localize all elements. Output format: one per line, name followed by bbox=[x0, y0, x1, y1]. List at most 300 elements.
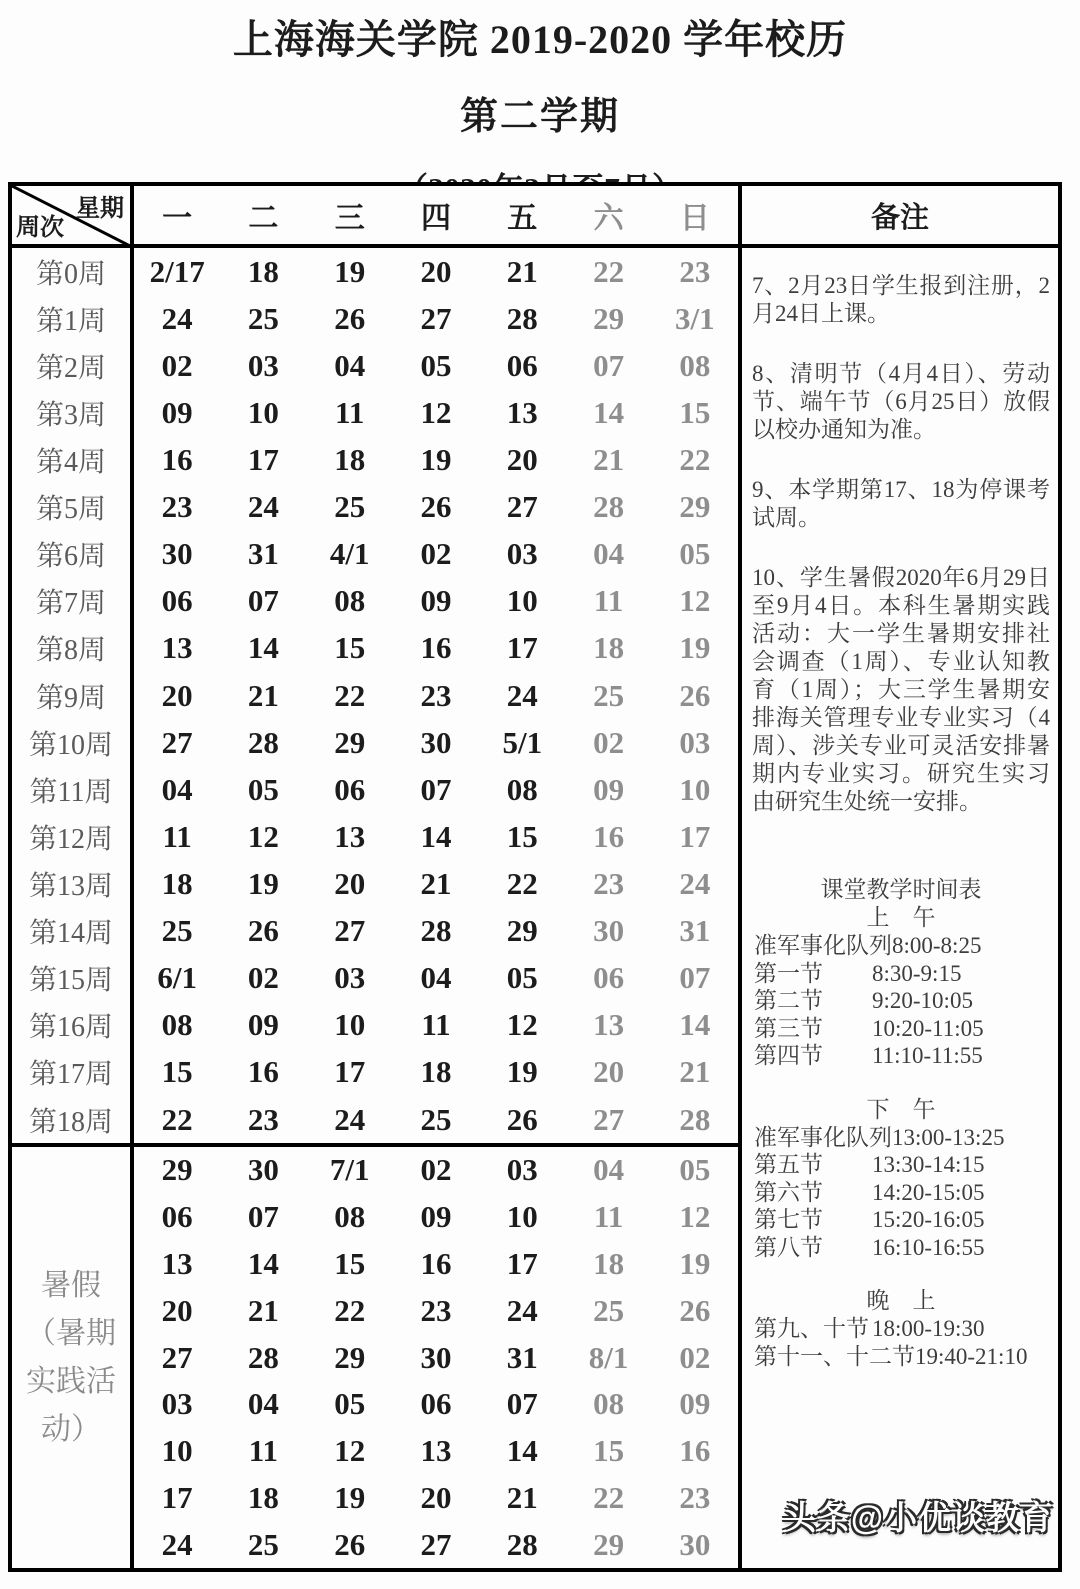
date-cell: 19 bbox=[334, 253, 366, 289]
date-cell: 19 bbox=[420, 441, 452, 477]
schedule-period-time: 10:20-11:05 bbox=[872, 1015, 984, 1041]
schedule-row bbox=[752, 1015, 1050, 1043]
date-cell: 14 bbox=[679, 1007, 711, 1043]
date-cell: 12 bbox=[506, 1007, 538, 1043]
date-cell: 27 bbox=[593, 1101, 625, 1137]
week-label: 第12周 bbox=[28, 823, 113, 855]
date-cell: 07 bbox=[679, 960, 711, 996]
week-label: 第11周 bbox=[29, 776, 113, 808]
semester-dates-grid bbox=[134, 248, 738, 1143]
schedule-period-label: 第三节 bbox=[754, 1015, 823, 1041]
date-cell: 11 bbox=[162, 818, 192, 854]
date-cell: 7/1 bbox=[329, 1152, 370, 1188]
date-cell: 20 bbox=[334, 865, 366, 901]
date-cell: 06 bbox=[161, 1199, 193, 1235]
date-cell: 26 bbox=[506, 1101, 538, 1137]
date-cell: 20 bbox=[593, 1054, 625, 1090]
date-cell: 12 bbox=[334, 1433, 366, 1469]
weekday-header-2: 二 bbox=[248, 202, 279, 235]
summer-dates-row bbox=[134, 1194, 738, 1241]
date-cell: 05 bbox=[247, 771, 279, 807]
week-dates-row bbox=[134, 908, 738, 955]
schedule-section-name: 晚 上 bbox=[866, 1288, 936, 1313]
schedule-period-label: 第六节 bbox=[754, 1179, 823, 1205]
date-cell: 23 bbox=[247, 1101, 279, 1137]
date-cell: 07 bbox=[506, 1386, 538, 1422]
date-cell: 18 bbox=[161, 865, 193, 901]
week-label: 第6周 bbox=[35, 541, 106, 573]
week-dates-row bbox=[134, 813, 738, 860]
note-paragraph: 8、清明节（4月4日）、劳动节、端午节（6月25日）放假以校办通知为准。 bbox=[752, 361, 1050, 442]
date-cell: 31 bbox=[247, 536, 279, 572]
date-cell: 26 bbox=[420, 489, 452, 525]
schedule-row bbox=[752, 1315, 1050, 1343]
date-cell: 30 bbox=[247, 1152, 279, 1188]
date-cell: 30 bbox=[679, 1526, 711, 1562]
date-cell: 11 bbox=[248, 1433, 279, 1469]
date-cell: 07 bbox=[247, 583, 279, 619]
date-cell: 09 bbox=[161, 394, 193, 430]
schedule-period-label: 第九、十节 bbox=[754, 1316, 869, 1341]
date-cell: 24 bbox=[334, 1101, 366, 1137]
corner-label-weekday: 星期 bbox=[76, 196, 124, 222]
date-cell: 20 bbox=[420, 1479, 452, 1515]
date-cell: 23 bbox=[593, 865, 625, 901]
date-cell: 22 bbox=[506, 865, 538, 901]
week-label: 第8周 bbox=[35, 635, 106, 667]
date-cell: 06 bbox=[593, 960, 625, 996]
summer-dates-row bbox=[134, 1334, 738, 1381]
date-cell: 09 bbox=[679, 1386, 711, 1422]
date-cell: 09 bbox=[247, 1007, 279, 1043]
date-cell: 13 bbox=[506, 394, 538, 430]
date-cell: 08 bbox=[506, 771, 538, 807]
date-cell: 25 bbox=[247, 300, 279, 336]
summer-label-line: （暑期 bbox=[26, 1316, 116, 1350]
schedule-period-time: 9:20-10:05 bbox=[872, 988, 973, 1013]
date-cell: 27 bbox=[334, 913, 366, 949]
date-cell: 08 bbox=[334, 583, 366, 619]
date-cell: 30 bbox=[161, 536, 193, 572]
date-cell: 08 bbox=[161, 1007, 193, 1043]
date-cell: 05 bbox=[679, 536, 711, 572]
schedule-period-label: 第一节 bbox=[754, 960, 823, 986]
date-cell: 09 bbox=[593, 771, 625, 807]
corner-header-cell bbox=[12, 186, 130, 248]
date-cell: 18 bbox=[420, 1054, 452, 1090]
date-cell: 19 bbox=[334, 1479, 366, 1515]
summer-vacation-label bbox=[26, 1262, 116, 1454]
date-cell: 10 bbox=[506, 1199, 538, 1235]
date-cell: 6/1 bbox=[157, 960, 197, 996]
schedule-period-time: 13:30-14:15 bbox=[872, 1152, 985, 1177]
week-label: 第17周 bbox=[28, 1059, 113, 1091]
date-cell: 23 bbox=[161, 489, 193, 525]
date-cell: 12 bbox=[420, 394, 452, 430]
weekday-header-row bbox=[134, 186, 738, 248]
date-cell: 29 bbox=[593, 300, 625, 336]
date-cell: 26 bbox=[334, 1526, 366, 1562]
week-dates-row bbox=[134, 860, 738, 907]
summer-label-line: 实践活 bbox=[26, 1364, 116, 1398]
notes-header: 备注 bbox=[742, 186, 1058, 248]
date-cell: 09 bbox=[420, 1199, 452, 1235]
week-label: 第4周 bbox=[35, 446, 106, 478]
date-cell: 03 bbox=[679, 724, 711, 760]
date-cell: 14 bbox=[506, 1433, 538, 1469]
date-cell: 26 bbox=[679, 1292, 711, 1328]
week-label: 第1周 bbox=[35, 305, 106, 337]
date-cell: 11 bbox=[421, 1007, 451, 1043]
week-label: 第16周 bbox=[28, 1012, 113, 1044]
date-cell: 31 bbox=[679, 913, 711, 949]
date-cell: 24 bbox=[161, 300, 193, 336]
date-cell: 13 bbox=[420, 1433, 452, 1469]
weekday-header-4: 四 bbox=[420, 202, 451, 235]
schedule-row bbox=[752, 1343, 1050, 1371]
date-cell: 17 bbox=[247, 441, 279, 477]
date-cell: 21 bbox=[679, 1054, 711, 1090]
weekday-header-1: 一 bbox=[162, 202, 193, 235]
date-cell: 20 bbox=[506, 441, 538, 477]
date-cell: 02 bbox=[420, 536, 452, 572]
date-cell: 25 bbox=[420, 1101, 452, 1137]
date-cell: 04 bbox=[334, 347, 366, 383]
date-cell: 30 bbox=[420, 1339, 452, 1375]
date-cell: 04 bbox=[593, 1152, 625, 1188]
date-cell: 18 bbox=[593, 630, 625, 666]
week-dates-row bbox=[134, 389, 738, 436]
schedule-period-time: 14:20-15:05 bbox=[872, 1179, 985, 1205]
summer-dates-row bbox=[134, 1147, 738, 1194]
date-cell: 06 bbox=[420, 1386, 452, 1422]
class-schedule-sections bbox=[752, 904, 1050, 1370]
date-cell: 08 bbox=[679, 347, 711, 383]
date-cell: 16 bbox=[161, 441, 193, 477]
weekday-header-7: 日 bbox=[679, 202, 710, 235]
date-cell: 29 bbox=[334, 1339, 366, 1375]
week-dates-row bbox=[134, 578, 738, 625]
week-label: 第3周 bbox=[35, 399, 106, 431]
weekday-header-5: 五 bbox=[507, 202, 538, 235]
date-cell: 21 bbox=[506, 1479, 538, 1515]
date-cell: 10 bbox=[506, 583, 538, 619]
schedule-row bbox=[752, 932, 1050, 960]
date-cell: 12 bbox=[247, 818, 279, 854]
date-cell: 06 bbox=[161, 583, 193, 619]
date-cell: 14 bbox=[420, 818, 452, 854]
date-cell: 25 bbox=[334, 489, 366, 525]
date-cell: 19 bbox=[506, 1054, 538, 1090]
week-label: 第7周 bbox=[35, 588, 106, 620]
date-cell: 05 bbox=[334, 1386, 366, 1422]
schedule-period-label: 第八节 bbox=[754, 1234, 823, 1260]
week-label: 第9周 bbox=[35, 682, 106, 714]
date-cell: 07 bbox=[247, 1199, 279, 1235]
date-cell: 10 bbox=[247, 394, 279, 430]
schedule-period-label: 第七节 bbox=[754, 1207, 823, 1232]
week-number-column bbox=[12, 186, 134, 1568]
date-cell: 27 bbox=[161, 724, 193, 760]
date-cell: 30 bbox=[420, 724, 452, 760]
date-cell: 27 bbox=[506, 489, 538, 525]
semester-title: 第二学期 bbox=[459, 96, 620, 138]
date-cell: 15 bbox=[334, 630, 366, 666]
date-cell: 16 bbox=[593, 818, 625, 854]
date-cell: 11 bbox=[335, 394, 365, 430]
date-cell: 27 bbox=[420, 300, 452, 336]
schedule-section-name: 下 午 bbox=[866, 1096, 936, 1122]
date-cell: 23 bbox=[679, 253, 711, 289]
schedule-period-label: 第二节 bbox=[754, 988, 823, 1013]
notes-column bbox=[742, 186, 1058, 1568]
date-cell: 02 bbox=[161, 347, 193, 383]
date-cell: 21 bbox=[506, 253, 538, 289]
date-cell: 25 bbox=[593, 677, 625, 713]
date-cell: 21 bbox=[593, 441, 625, 477]
date-cell: 03 bbox=[161, 1386, 193, 1422]
date-cell: 04 bbox=[420, 960, 452, 996]
date-cell: 24 bbox=[506, 1292, 538, 1328]
date-cell: 23 bbox=[679, 1479, 711, 1515]
schedule-period-time: 8:30-9:15 bbox=[872, 960, 962, 986]
date-cell: 29 bbox=[161, 1152, 193, 1188]
note-paragraph: 10、学生暑假2020年6月29日至9月4日。本科生暑期实践活动：大一学生暑期安排社会调查（1周）、专业认知教育（1周）；大三学生暑期安排海关管理专业专业实习（4周）、涉关专业可灵活安排暑期内专业实习。研究生实习由研究生处统一安排。 bbox=[752, 565, 1050, 814]
schedule-row bbox=[752, 1042, 1050, 1070]
date-cell: 15 bbox=[334, 1245, 366, 1281]
date-cell: 03 bbox=[247, 347, 279, 383]
date-cell: 05 bbox=[679, 1152, 711, 1188]
date-cell: 17 bbox=[506, 630, 538, 666]
date-cell: 8/1 bbox=[588, 1339, 629, 1375]
week-label: 第10周 bbox=[28, 729, 113, 761]
schedule-row bbox=[752, 1124, 1050, 1152]
date-cell: 17 bbox=[679, 818, 711, 854]
date-cell: 10 bbox=[161, 1433, 193, 1469]
schedule-section-name: 上 午 bbox=[866, 905, 936, 930]
date-cell: 04 bbox=[593, 536, 625, 572]
date-cell: 29 bbox=[679, 489, 711, 525]
summer-dates-row bbox=[134, 1428, 738, 1475]
date-cell: 10 bbox=[679, 771, 711, 807]
summer-label-line: 暑假 bbox=[41, 1268, 101, 1302]
note-paragraph: 7、2月23日学生报到注册，2月24日上课。 bbox=[752, 273, 1050, 326]
weekday-header-3: 三 bbox=[334, 202, 365, 235]
date-cell: 15 bbox=[593, 1433, 625, 1469]
date-cell: 19 bbox=[247, 865, 279, 901]
week-dates-row bbox=[134, 1096, 738, 1143]
date-cell: 19 bbox=[679, 1245, 711, 1281]
date-cell: 15 bbox=[161, 1054, 193, 1090]
date-cell: 02 bbox=[420, 1152, 452, 1188]
date-cell: 13 bbox=[334, 818, 366, 854]
date-cell: 08 bbox=[334, 1199, 366, 1235]
week-dates-row bbox=[134, 1002, 738, 1049]
date-cell: 21 bbox=[420, 865, 452, 901]
date-cell: 25 bbox=[161, 913, 193, 949]
schedule-period-label: 第五节 bbox=[754, 1152, 823, 1177]
week-dates-row bbox=[134, 955, 738, 1002]
date-cell: 03 bbox=[506, 1152, 538, 1188]
week-dates-row bbox=[134, 436, 738, 483]
date-cell: 22 bbox=[593, 253, 625, 289]
date-cell: 28 bbox=[679, 1101, 711, 1137]
schedule-row bbox=[752, 1179, 1050, 1207]
date-cell: 22 bbox=[679, 441, 711, 477]
date-cell: 22 bbox=[593, 1479, 625, 1515]
summer-vacation-label-cell bbox=[12, 1143, 130, 1568]
date-cell: 14 bbox=[247, 1245, 279, 1281]
date-cell: 28 bbox=[247, 724, 279, 760]
date-cell: 11 bbox=[593, 1199, 624, 1235]
date-cell: 25 bbox=[247, 1526, 279, 1562]
schedule-period-label: 准军事化队列 bbox=[754, 1124, 892, 1150]
week-dates-row bbox=[134, 1049, 738, 1096]
date-cell: 14 bbox=[247, 630, 279, 666]
week-label: 第13周 bbox=[28, 870, 113, 902]
date-cell: 21 bbox=[247, 1292, 279, 1328]
date-cell: 30 bbox=[593, 913, 625, 949]
date-cell: 19 bbox=[679, 630, 711, 666]
date-cell: 17 bbox=[161, 1479, 193, 1515]
summer-dates-row bbox=[134, 1474, 738, 1521]
week-dates-row bbox=[134, 342, 738, 389]
date-cell: 16 bbox=[679, 1433, 711, 1469]
date-cell: 21 bbox=[247, 677, 279, 713]
schedule-row bbox=[752, 1234, 1050, 1262]
date-cell: 03 bbox=[506, 536, 538, 572]
date-cell: 28 bbox=[506, 300, 538, 336]
week-labels-list bbox=[12, 248, 130, 1143]
date-cell: 15 bbox=[679, 394, 711, 430]
date-cell: 29 bbox=[506, 913, 538, 949]
dates-column bbox=[134, 186, 742, 1568]
class-schedule bbox=[752, 876, 1050, 1370]
schedule-period-time: 11:10-11:55 bbox=[872, 1043, 983, 1068]
date-cell: 16 bbox=[420, 630, 452, 666]
date-cell: 07 bbox=[593, 347, 625, 383]
date-cell: 5/1 bbox=[502, 724, 543, 760]
date-cell: 22 bbox=[161, 1101, 193, 1137]
date-cell: 08 bbox=[593, 1386, 625, 1422]
date-cell: 13 bbox=[161, 1245, 193, 1281]
date-cell: 26 bbox=[334, 300, 366, 336]
week-dates-row bbox=[134, 295, 738, 342]
date-cell: 24 bbox=[506, 677, 538, 713]
date-cell: 18 bbox=[247, 1479, 279, 1515]
date-cell: 02 bbox=[247, 960, 279, 996]
schedule-row bbox=[752, 987, 1050, 1015]
date-cell: 02 bbox=[679, 1339, 711, 1375]
date-cell: 28 bbox=[247, 1339, 279, 1375]
date-cell: 28 bbox=[506, 1526, 538, 1562]
date-cell: 13 bbox=[593, 1007, 625, 1043]
week-label: 第0周 bbox=[35, 258, 106, 290]
date-cell: 11 bbox=[593, 583, 624, 619]
watermark: 头条@小优谈教育 bbox=[782, 1499, 1054, 1536]
schedule-row bbox=[752, 1206, 1050, 1234]
date-cell: 04 bbox=[161, 771, 193, 807]
schedule-period-time: 15:20-16:05 bbox=[872, 1207, 985, 1232]
date-cell: 18 bbox=[593, 1245, 625, 1281]
date-cell: 06 bbox=[506, 347, 538, 383]
date-cell: 23 bbox=[420, 677, 452, 713]
date-cell: 07 bbox=[420, 771, 452, 807]
date-cell: 06 bbox=[334, 771, 366, 807]
date-cell: 05 bbox=[506, 960, 538, 996]
date-cell: 17 bbox=[506, 1245, 538, 1281]
date-cell: 31 bbox=[506, 1339, 538, 1375]
date-cell: 14 bbox=[593, 394, 625, 430]
date-cell: 24 bbox=[679, 865, 711, 901]
date-cell: 05 bbox=[420, 347, 452, 383]
date-cell: 03 bbox=[334, 960, 366, 996]
date-cell: 18 bbox=[334, 441, 366, 477]
schedule-period-time: 19:40-21:10 bbox=[915, 1343, 1028, 1369]
week-dates-row bbox=[134, 766, 738, 813]
date-cell: 16 bbox=[420, 1245, 452, 1281]
weekday-header-6: 六 bbox=[593, 202, 624, 235]
schedule-row bbox=[752, 1151, 1050, 1179]
week-label: 第5周 bbox=[35, 494, 106, 526]
date-cell: 26 bbox=[247, 913, 279, 949]
date-cell: 13 bbox=[161, 630, 193, 666]
date-cell: 12 bbox=[679, 583, 711, 619]
date-cell: 27 bbox=[161, 1339, 193, 1375]
summer-label-line: 动） bbox=[41, 1412, 101, 1446]
class-schedule-title: 课堂教学时间表 bbox=[820, 877, 982, 902]
week-dates-row bbox=[134, 719, 738, 766]
schedule-period-label: 第十一、十二节 bbox=[754, 1343, 915, 1369]
week-label: 第18周 bbox=[28, 1106, 113, 1138]
page-title: 上海海关学院 2019-2020 学年校历 bbox=[232, 17, 848, 62]
schedule-period-time: 16:10-16:55 bbox=[872, 1234, 985, 1260]
note-paragraph: 9、本学期第17、18为停课考试周。 bbox=[752, 477, 1050, 530]
date-cell: 22 bbox=[334, 1292, 366, 1328]
date-cell: 02 bbox=[593, 724, 625, 760]
date-cell: 27 bbox=[420, 1526, 452, 1562]
schedule-period-time: 18:00-19:30 bbox=[872, 1316, 985, 1341]
week-label: 第15周 bbox=[28, 965, 113, 997]
date-cell: 22 bbox=[334, 677, 366, 713]
week-dates-row bbox=[134, 248, 738, 295]
date-cell: 4/1 bbox=[329, 536, 370, 572]
schedule-period-time: 13:00-13:25 bbox=[892, 1124, 1005, 1150]
summer-dates-row bbox=[134, 1521, 738, 1568]
calendar-table bbox=[8, 182, 1062, 1572]
date-cell: 26 bbox=[679, 677, 711, 713]
schedule-period-time: 8:00-8:25 bbox=[892, 933, 982, 958]
date-cell: 10 bbox=[334, 1007, 366, 1043]
notes-body bbox=[742, 248, 1058, 1568]
date-cell: 12 bbox=[679, 1199, 711, 1235]
date-cell: 23 bbox=[420, 1292, 452, 1328]
date-cell: 3/1 bbox=[675, 300, 715, 336]
week-dates-row bbox=[134, 625, 738, 672]
corner-label-weeknum: 周次 bbox=[16, 215, 64, 241]
week-label: 第2周 bbox=[35, 352, 106, 384]
date-cell: 29 bbox=[593, 1526, 625, 1562]
date-cell: 16 bbox=[247, 1054, 279, 1090]
date-cell: 24 bbox=[161, 1526, 193, 1562]
date-cell: 2/17 bbox=[149, 253, 205, 289]
summer-dates-grid bbox=[134, 1143, 738, 1568]
date-cell: 28 bbox=[593, 489, 625, 525]
week-dates-row bbox=[134, 672, 738, 719]
summer-dates-row bbox=[134, 1287, 738, 1334]
date-cell: 20 bbox=[161, 1292, 193, 1328]
summer-dates-row bbox=[134, 1381, 738, 1428]
